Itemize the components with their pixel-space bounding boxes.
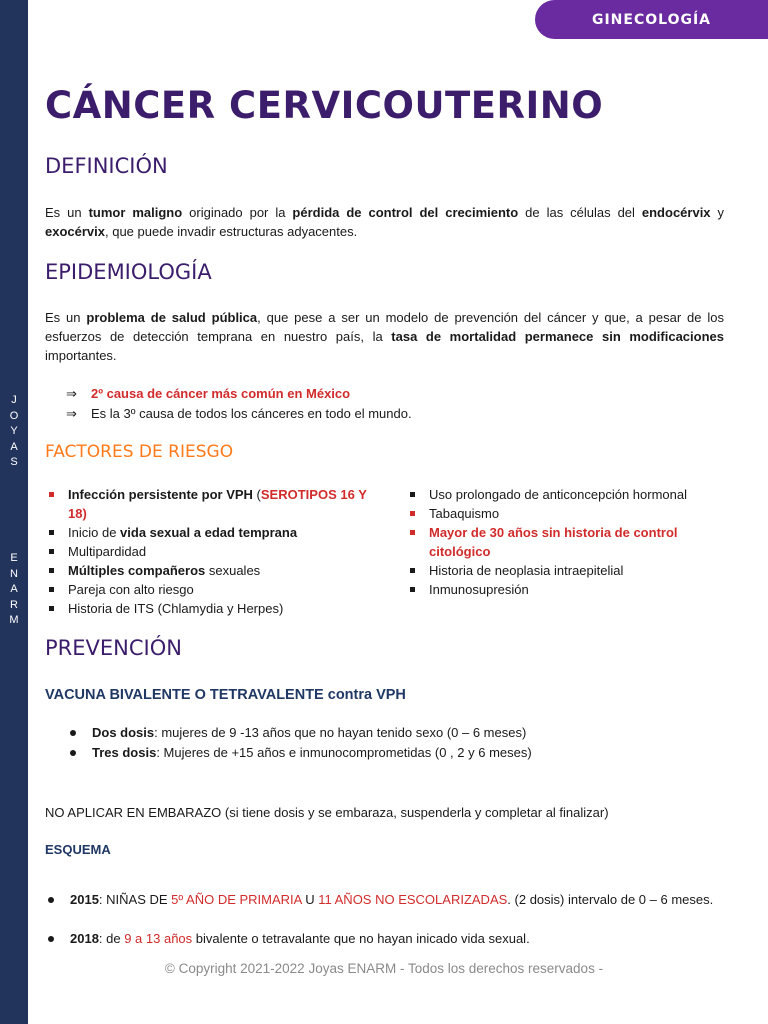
side-letter: J xyxy=(11,394,17,406)
risk-factor-item xyxy=(46,599,376,618)
side-letter: Y xyxy=(10,425,18,437)
text: Es un xyxy=(45,205,89,220)
square-bullet-icon xyxy=(46,542,68,561)
list-item xyxy=(46,890,713,910)
text: originado por la xyxy=(182,205,293,220)
heading-epidemiologia: EPIDEMIOLOGÍA xyxy=(45,260,212,284)
risk-factor-item xyxy=(46,485,376,523)
text: U xyxy=(301,892,319,907)
factores-right-list xyxy=(407,485,727,599)
bold-text: exocérvix xyxy=(45,224,105,239)
text: 9 a 13 años xyxy=(124,930,193,946)
text: , que puede invadir estructuras adyacentes. xyxy=(105,224,358,239)
text: Infección persistente por VPH xyxy=(68,487,253,502)
text: 5º AÑO DE PRIMARIA xyxy=(171,892,302,907)
square-bullet-icon xyxy=(46,561,68,580)
square-bullet-icon xyxy=(46,580,68,599)
factores-left-list xyxy=(46,485,376,618)
text: : Mujeres de +15 años e inmunocomprometidas (0 , 2 y 6 meses) xyxy=(156,744,532,760)
risk-factor-item xyxy=(407,504,727,523)
risk-factor-text xyxy=(68,485,376,523)
text: Multipardidad xyxy=(68,544,147,559)
risk-factor-item xyxy=(407,523,727,561)
bold-text: endocérvix xyxy=(641,205,711,220)
risk-factor-item xyxy=(46,580,376,599)
side-letter: O xyxy=(9,409,19,422)
text: Historia de neoplasia intraepitelial xyxy=(429,563,624,578)
risk-factor-text xyxy=(68,599,283,618)
text: Tabaquismo xyxy=(429,506,500,521)
risk-factor-text xyxy=(429,580,529,599)
round-bullet-icon xyxy=(46,929,70,949)
side-letter: R xyxy=(10,598,18,611)
text: importantes. xyxy=(45,348,117,363)
section-tag: GINECOLOGÍA xyxy=(535,0,768,39)
side-letter: A xyxy=(10,440,18,453)
bold-text: tasa de mortalidad permanece sin modificaciones xyxy=(391,329,724,344)
text: Tres dosis xyxy=(92,744,157,760)
side-letter: M xyxy=(9,614,19,626)
text: 2015 xyxy=(70,892,99,907)
doses-list xyxy=(68,723,532,762)
text: Pareja con alto riesgo xyxy=(68,582,194,597)
square-bullet-icon xyxy=(407,504,429,523)
round-bullet-icon xyxy=(68,743,92,763)
text: Múltiples compañeros xyxy=(68,563,206,578)
text: 11 AÑOS NO ESCOLARIZADAS xyxy=(318,892,508,907)
text: Mayor de 30 años sin historia de control citológico xyxy=(429,525,678,559)
side-letters-enarm xyxy=(0,551,28,629)
definicion-paragraph xyxy=(45,203,724,241)
square-bullet-icon xyxy=(407,561,429,580)
square-bullet-icon xyxy=(407,523,429,561)
arrow-item-text: 2º causa de cáncer más común en México xyxy=(91,386,351,401)
square-bullet-icon xyxy=(46,485,68,523)
text: : NIÑAS DE xyxy=(98,892,172,907)
risk-factor-item xyxy=(407,485,727,504)
risk-factor-text xyxy=(68,580,194,599)
square-bullet-icon xyxy=(46,599,68,618)
square-bullet-icon xyxy=(46,523,68,542)
risk-factor-text xyxy=(68,523,297,542)
text: de las células del xyxy=(518,205,642,220)
round-bullet-icon xyxy=(68,723,92,743)
list-item xyxy=(68,723,532,743)
text: Inmunosupresión xyxy=(429,582,529,597)
text: , que pese a ser un modelo de prevención del cáncer y que, a pesar de los esfuerzos de detección temprana en nuestro país, la xyxy=(45,310,724,344)
esquema-list xyxy=(46,890,713,948)
bold-text: tumor maligno xyxy=(88,205,183,220)
square-bullet-icon xyxy=(407,580,429,599)
text: bivalente o tetravalante que no hayan inicado vida sexual. xyxy=(192,930,530,946)
text: SEROTIPOS 16 Y 18) xyxy=(68,487,367,521)
square-bullet-icon xyxy=(407,485,429,504)
text: Inicio de xyxy=(68,525,121,540)
bold-text: pérdida de control del crecimiento xyxy=(292,205,519,220)
round-bullet-icon xyxy=(46,890,70,910)
heading-definicion: DEFINICIÓN xyxy=(45,154,168,178)
list-item-text xyxy=(92,743,532,763)
heading-prevencion: PREVENCIÓN xyxy=(45,636,182,660)
heading-factores-riesgo: FACTORES DE RIESGO xyxy=(45,442,234,462)
text: : de xyxy=(98,930,125,946)
text: : mujeres de 9 -13 años que no hayan tenido sexo (0 – 6 meses) xyxy=(154,725,527,740)
footer-copyright: © Copyright 2021-2022 Joyas ENARM - Todos los derechos reservados - xyxy=(164,961,604,976)
risk-factor-text xyxy=(429,485,687,504)
arrow-icon: ⇒ xyxy=(66,386,77,401)
text: 2018 xyxy=(70,930,99,946)
list-item-text xyxy=(70,890,713,910)
side-letter: N xyxy=(10,567,18,580)
arrow-item xyxy=(66,404,412,424)
bold-text: problema de salud pública xyxy=(86,310,258,325)
risk-factor-item xyxy=(407,561,727,580)
arrow-item xyxy=(66,384,412,404)
side-bar xyxy=(0,0,28,1024)
list-item xyxy=(68,743,532,763)
page-title: CÁNCER CERVICOUTERINO xyxy=(45,84,604,127)
risk-factor-item xyxy=(407,580,727,599)
esquema-heading: ESQUEMA xyxy=(45,842,111,857)
arrow-item-text: Es la 3º causa de todos los cánceres en todo el mundo. xyxy=(91,405,412,421)
risk-factor-item xyxy=(46,523,376,542)
risk-factor-text xyxy=(429,504,499,523)
risk-factor-text xyxy=(68,561,260,580)
text: y xyxy=(710,205,725,220)
side-letter: A xyxy=(10,583,18,595)
list-item-text xyxy=(92,723,526,743)
risk-factor-item xyxy=(46,542,376,561)
risk-factor-text xyxy=(429,561,623,580)
side-letter: E xyxy=(10,552,18,564)
side-letters-joyas xyxy=(0,393,28,471)
risk-factor-text xyxy=(429,523,727,561)
epidemiologia-paragraph xyxy=(45,308,724,365)
arrow-icon: ⇒ xyxy=(66,405,77,421)
text: Es un xyxy=(45,310,87,325)
epidemiologia-arrow-list xyxy=(66,384,412,423)
text: Historia de ITS (Chlamydia y Herpes) xyxy=(68,601,284,616)
vaccine-subheading: VACUNA BIVALENTE O TETRAVALENTE contra VPH xyxy=(45,687,406,703)
text: vida sexual a edad temprana xyxy=(120,525,298,540)
text: Dos dosis xyxy=(92,725,155,740)
text: . (2 dosis) intervalo de 0 – 6 meses. xyxy=(507,892,714,907)
text: sexuales xyxy=(205,563,261,578)
text: Uso prolongado de anticoncepción hormonal xyxy=(429,487,688,502)
risk-factor-text xyxy=(68,542,146,561)
list-item xyxy=(46,929,713,949)
risk-factor-item xyxy=(46,561,376,580)
pregnancy-warning: NO APLICAR EN EMBARAZO (si tiene dosis y se embaraza, suspenderla y completar al finalizar) xyxy=(45,805,609,820)
text: ( xyxy=(252,487,261,502)
list-item-text xyxy=(70,929,530,949)
side-letter: S xyxy=(10,456,18,468)
